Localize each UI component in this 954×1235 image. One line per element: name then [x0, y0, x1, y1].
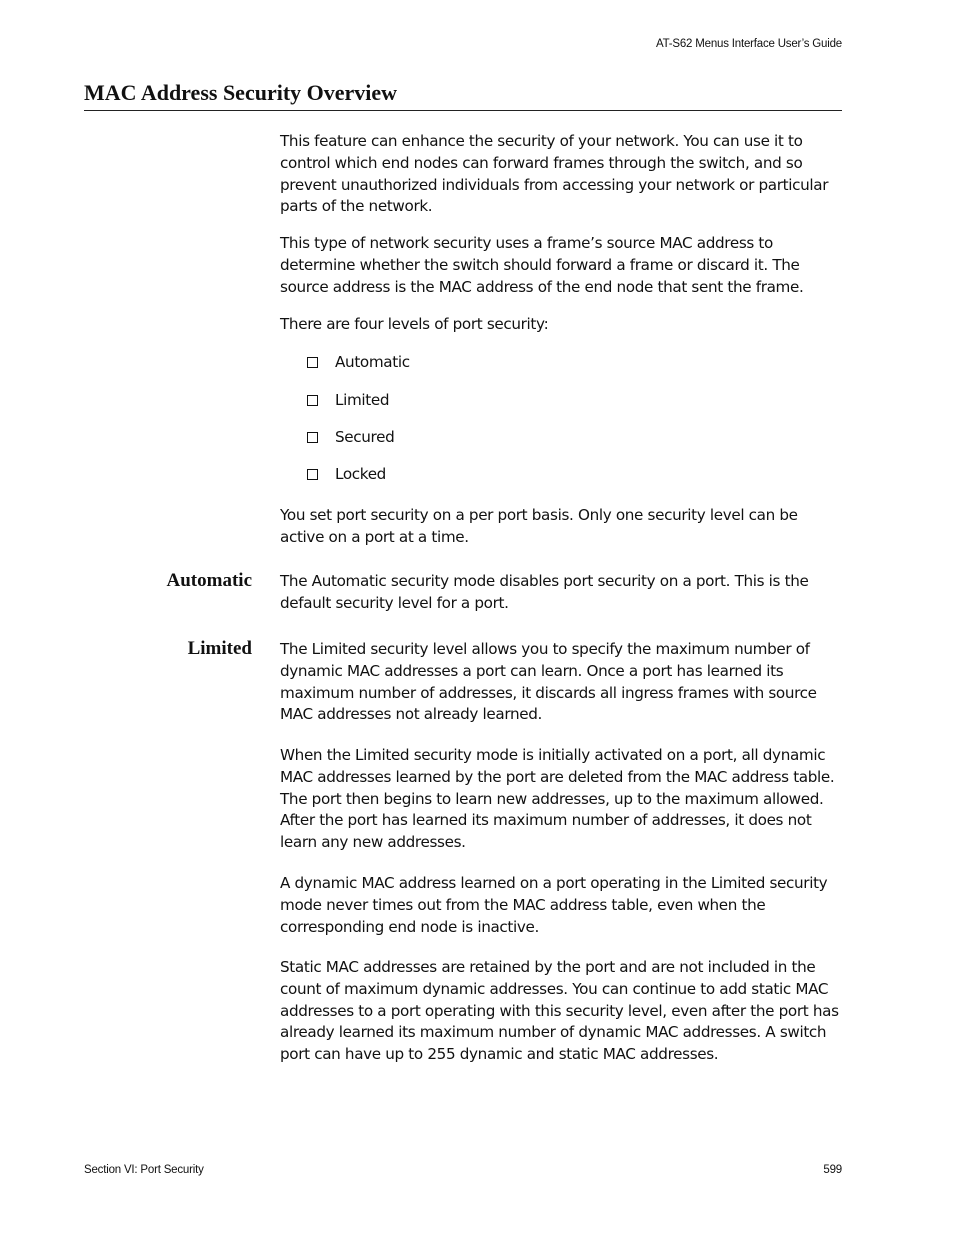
automatic-heading: Automatic — [166, 570, 252, 591]
intro-paragraph-4: You set port security on a per port basis. Only one security level can be active on a port at a time. — [280, 506, 798, 546]
bullet-label: Locked — [335, 465, 386, 483]
bullet-label: Secured — [335, 428, 395, 446]
limited-paragraph-3: A dynamic MAC address learned on a port operating in the Limited security mode never times out from the MAC address table, even when the corresponding end node is inactive. — [280, 874, 828, 936]
limited-paragraph-1: The Limited security level allows you to specify the maximum number of dynamic MAC addresses a port can learn. Once a port has learned its maximum number of addresses, it discards all ingress frames with source MAC addresses not already learned. — [280, 640, 817, 724]
bullet-label: Automatic — [335, 353, 410, 371]
running-header: AT-S62 Menus Interface User’s Guide — [655, 38, 842, 50]
checkbox-bullet-icon — [307, 469, 318, 480]
intro-paragraph-3: There are four levels of port security: — [280, 315, 549, 333]
bullet-item-automatic — [307, 351, 410, 373]
footer-section-label: Section VI: Port Security — [84, 1164, 204, 1176]
bullet-item-locked — [307, 463, 386, 485]
bullet-item-limited — [307, 389, 389, 411]
checkbox-bullet-icon — [307, 395, 318, 406]
automatic-paragraph-1: The Automatic security mode disables port security on a port. This is the default security level for a port. — [280, 572, 809, 612]
title-rule — [84, 110, 842, 111]
checkbox-bullet-icon — [307, 432, 318, 443]
footer-page-number: 599 — [823, 1164, 842, 1176]
bullet-label: Limited — [335, 391, 390, 409]
limited-paragraph-4: Static MAC addresses are retained by the port and are not included in the count of maximum dynamic addresses. You can continue to add static MAC addresses to a port operating with this security level, even after the port has already learned its maximum number of dynamic MAC addresses. A switch port can have up to 255 dynamic and static MAC addresses. — [280, 958, 839, 1064]
limited-paragraph-2: When the Limited security mode is initially activated on a port, all dynamic MAC addresses learned by the port are deleted from the MAC address table. The port then begins to learn new addresses, up to the maximum allowed. After the port has learned its maximum number of addresses, it does not learn any new addresses. — [280, 746, 835, 852]
bullet-item-secured — [307, 426, 394, 448]
checkbox-bullet-icon — [307, 357, 318, 368]
intro-paragraph-2: This type of network security uses a frame’s source MAC address to determine whether the switch should forward a frame or discard it. The source address is the MAC address of the end node that sent the frame. — [280, 234, 804, 296]
limited-heading: Limited — [187, 638, 252, 659]
intro-paragraph-1: This feature can enhance the security of your network. You can use it to control which end nodes can forward frames through the switch, and so prevent unauthorized individuals from accessing your network or particular parts of the network. — [280, 132, 829, 216]
section-title: MAC Address Security Overview — [84, 80, 398, 105]
